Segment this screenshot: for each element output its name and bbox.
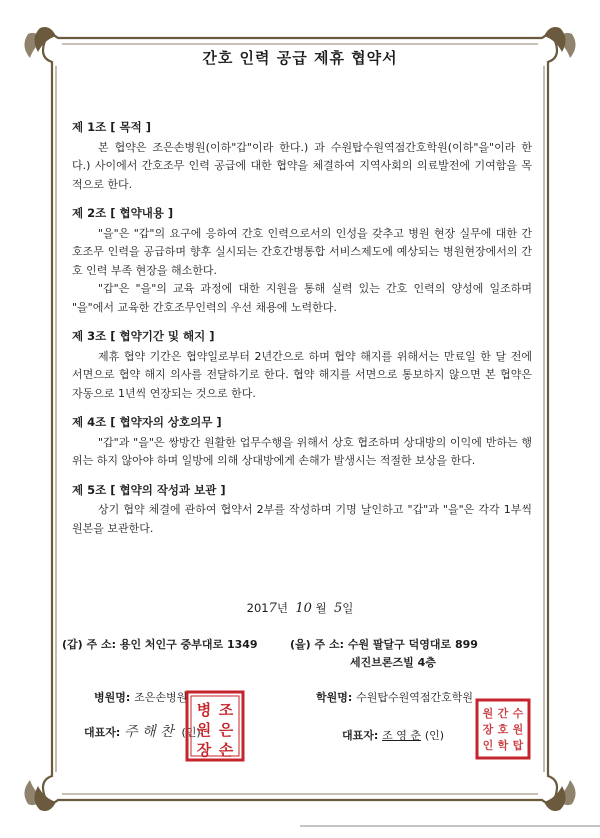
party-a-signature: 주 해 찬 <box>124 724 174 740</box>
date-day-unit: 일 <box>342 601 354 615</box>
party-a-org-label: 병원명: <box>94 691 131 704</box>
article-heading: 제 5조 [ 협약의 작성과 보관 ] <box>72 482 226 497</box>
document-title: 간호 인력 공급 제휴 협약서 <box>202 49 398 67</box>
party-b-seal-mark: (인) <box>424 729 445 742</box>
article-3 <box>72 327 532 403</box>
stamp-character: 원 <box>196 721 212 739</box>
party-b-org <box>316 689 473 705</box>
party-b-org-label: 학원명: <box>316 691 353 704</box>
article-5 <box>72 481 532 539</box>
article-paragraph: "을"은 "갑"의 요구에 응하여 간호 인력으로서의 인성을 갖추고 병원 현장 실무에 대한 간호조무 인력을 공급하며 향후 실시되는 간호간병통합 서비스제도에 예상되는 병원현장에서의 간호 인력 부족 현장을 해소한다. <box>72 226 532 277</box>
article-heading: 제 4조 [ 협약자의 상호의무 ] <box>72 415 222 429</box>
stamp-character: 인 <box>482 739 494 752</box>
party-a-address-value: 용인 처인구 중부대로 1349 <box>119 638 258 651</box>
article-paragraph: "갑"과 "을"은 쌍방간 원활한 업무수행을 위해서 상호 협조하며 상대방의 이익에 반하는 행위는 하지 않아야 하며 일방에 의해 상대방에게 손해가 발생시는 적절한 보상을 한다. <box>72 435 532 467</box>
party-b-address-line1: 수원 팔달구 덕영대로 899 <box>347 638 478 651</box>
party-a-org <box>94 689 187 705</box>
article-paragraph: 제휴 협약 기간은 협약일로부터 2년간으로 하며 협약 해지를 위해서는 만료일 한 달 전에 서면으로 협약 해지 의사를 전달하기로 한다. 협약 해지를 서면으로 통보하지 않으면 본 협약은 자동으로 1년씩 연장되는 것으로 한다. <box>72 349 532 400</box>
stamp-character: 조 <box>218 701 234 719</box>
stamp-character: 간 <box>497 707 509 720</box>
corner-ornament-bottom-left <box>34 786 56 811</box>
party-a-org-value: 조은손병원 <box>134 691 188 704</box>
stamp-character: 병 <box>196 701 212 719</box>
contract-date <box>0 600 600 616</box>
party-b-address-line2: 세진브론즈빌 4층 <box>350 656 436 669</box>
article-paragraph: 본 협약은 조은손병원(이하"갑"이라 한다.) 과 수원탑수원역점간호학원(이하"을"이라 한다.) 사이에서 간호조무 인력 공급에 대한 협약을 체결하여 지역사회의 의료발전에 기여함을 목적으로 한다. <box>72 140 532 191</box>
party-a-rep-label: 대표자: <box>84 726 121 739</box>
party-b-address-label: (을) 주 소: <box>290 638 344 651</box>
party-b-rep-name: 조 영 춘 <box>382 729 421 742</box>
date-month-handwritten: 10 <box>295 601 312 616</box>
stamp-character: 원 <box>512 723 524 736</box>
article-1 <box>72 118 532 194</box>
contract-body <box>72 118 532 548</box>
stamp-character: 학 <box>497 739 509 752</box>
stamp-character: 탑 <box>512 739 524 752</box>
stamp-character: 원 <box>482 707 494 720</box>
party-b-stamp <box>474 697 532 761</box>
party-b-org-value: 수원탑수원역점간호학원 <box>356 691 474 704</box>
date-year-prefix: 201 <box>246 601 269 615</box>
party-b-representative <box>342 727 444 743</box>
stamp-character: 장 <box>196 741 212 759</box>
stamp-character: 장 <box>482 723 494 736</box>
party-b-rep-label: 대표자: <box>342 729 379 742</box>
date-month-unit: 월 <box>315 601 327 615</box>
article-4 <box>72 413 532 471</box>
party-a-address-label: (갑) 주 소: <box>62 638 116 651</box>
stamp-character: 호 <box>497 723 509 736</box>
stamp-character: 손 <box>218 741 234 759</box>
article-heading: 제 3조 [ 협약기간 및 해지 ] <box>72 329 215 343</box>
article-paragraph: 상기 협약 체결에 관하여 협약서 2부를 작성하며 기명 날인하고 "갑"과 "을"은 각각 1부씩 원본을 보관한다. <box>72 503 532 535</box>
stamp-character: 은 <box>218 721 234 739</box>
date-day-handwritten: 5 <box>333 601 343 616</box>
party-b-address <box>290 636 478 672</box>
date-year-unit: 년 <box>276 601 288 615</box>
party-a-stamp <box>184 689 246 763</box>
article-heading: 제 1조 [ 목적 ] <box>72 120 151 134</box>
article-2 <box>72 204 532 317</box>
article-heading: 제 2조 [ 협약내용 ] <box>72 206 174 220</box>
corner-ornament-bottom-right <box>544 786 566 811</box>
party-a-address <box>62 636 258 654</box>
party-a-seal-mark: (인) <box>181 726 201 739</box>
article-paragraph: "갑"은 "을"의 교육 과정에 대한 지원을 통해 실력 있는 간호 인력의 양성에 일조하며 "을"에서 교육한 간호조무인력의 우선 채용에 노력한다. <box>72 282 532 314</box>
date-year-handwritten: 7 <box>268 601 277 616</box>
stamp-character: 수 <box>512 707 524 720</box>
